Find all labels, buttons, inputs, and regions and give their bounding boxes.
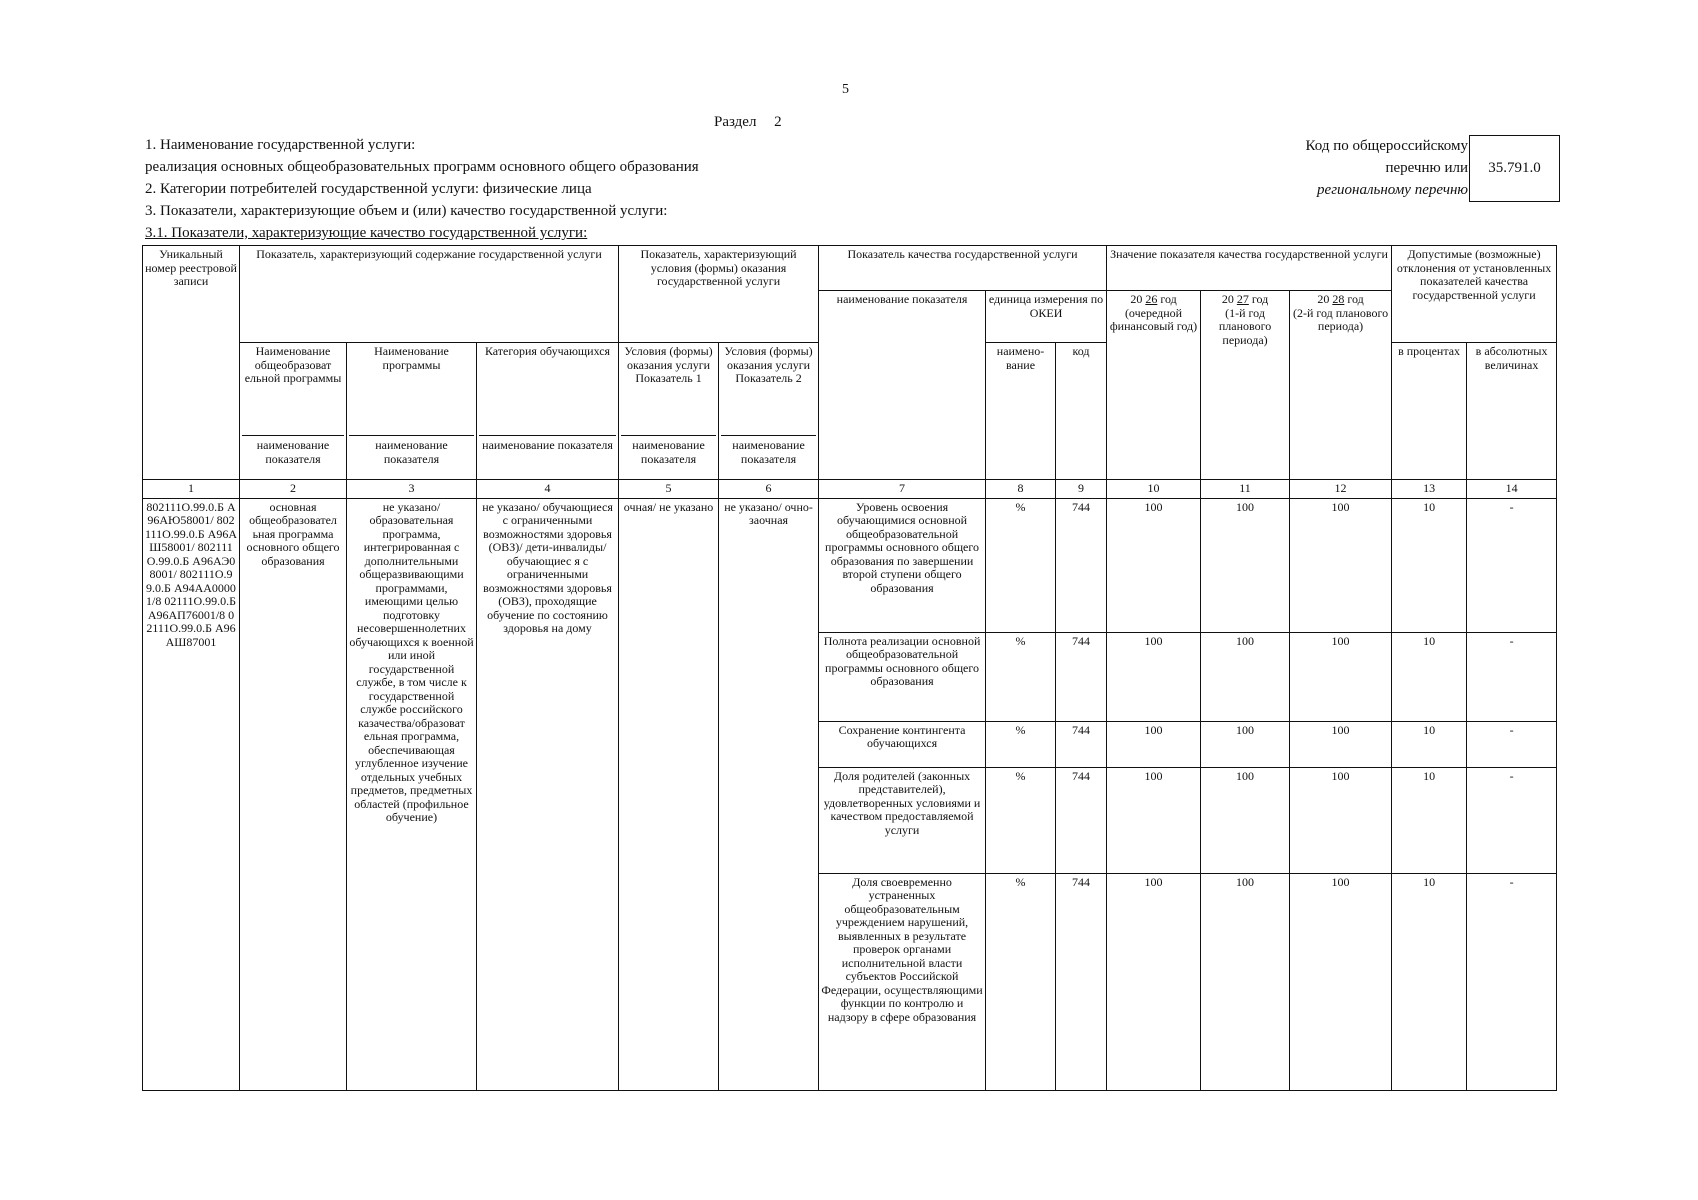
value-year-1: 100: [1107, 632, 1201, 721]
indicator-name: Доля своевременно устраненных общеобразовательным учреждением нарушений, выявленных в результате проверок органами исполнительной власти субъектов Российской Федерации, осуществляющими функции по контролю и надзору в сфере образования: [819, 873, 986, 1090]
header-unit: единица измерения по ОКЕИ: [986, 291, 1107, 343]
registry-code-label: [1306, 135, 1468, 201]
col-number: 9: [1056, 480, 1107, 499]
record-program-name: не указано/ образовательная программа, интегрированная с дополнительными общеразвивающими программами, имеющими целью подготовку несовершеннолетних обучающихся к военной или иной государственной службе, в том числе к государственной службе российского казачества/образоват ельная программа, обеспечивающая углубленное изучение отдельных учебных предметов, предметных областей (профильное обучение): [347, 498, 477, 1090]
deviation-percent: 10: [1392, 767, 1467, 873]
value-year-2: 100: [1201, 721, 1290, 767]
value-year-3: 100: [1290, 873, 1392, 1090]
col-number: 4: [477, 480, 619, 499]
value-year-1: 100: [1107, 767, 1201, 873]
year2-prefix: 20: [1221, 292, 1234, 306]
consumer-category: 2. Категории потребителей государственной услуги: физические лица: [145, 181, 592, 197]
header-sub-program-name: [347, 343, 477, 480]
value-year-3: 100: [1290, 767, 1392, 873]
indicator-code: 744: [1056, 632, 1107, 721]
service-name-value: реализация основных общеобразовательных программ основного общего образования: [145, 159, 699, 175]
sub-program-indicator: наименование показателя: [242, 435, 344, 466]
year3-prefix: 20: [1317, 292, 1330, 306]
sub-cond2-title: Условия (формы) оказания услуги Показатель 2: [724, 344, 813, 385]
code-label-line-3: региональному перечню: [1317, 182, 1468, 198]
header-sub-cond1: [619, 343, 719, 480]
indicators-heading: 3. Показатели, характеризующие объем и (или) качество государственной услуги:: [145, 203, 668, 219]
record-cond1: очная/ не указано: [619, 498, 719, 1090]
indicator-code: 744: [1056, 767, 1107, 873]
header-sub-program: [240, 343, 347, 480]
header-unit-name: наимено-вание: [986, 343, 1056, 480]
deviation-absolute: -: [1467, 632, 1557, 721]
header-year-3: [1290, 291, 1392, 480]
deviation-absolute: -: [1467, 721, 1557, 767]
col-number: 11: [1201, 480, 1290, 499]
year1-prefix: 20: [1130, 292, 1143, 306]
sub-program-name-indicator: наименование показателя: [349, 435, 474, 466]
quality-indicators-heading: 3.1. Показатели, характеризующие качество государственной услуги:: [145, 225, 588, 241]
header-year-1: [1107, 291, 1201, 480]
col-number: 1: [143, 480, 240, 499]
year3-note: (2-й год планового периода): [1292, 305, 1389, 333]
col-number: 3: [347, 480, 477, 499]
header-year-2: [1201, 291, 1290, 480]
col-number: 8: [986, 480, 1056, 499]
sub-cond1-indicator: наименование показателя: [621, 435, 716, 466]
record-cond2: не указано/ очно-заочная: [719, 498, 819, 1090]
header-in-percent: в процентах: [1392, 343, 1467, 480]
deviation-absolute: -: [1467, 767, 1557, 873]
header-quality-indicator: Показатель качества государственной услуги: [819, 246, 1107, 291]
header-sub-category: [477, 343, 619, 480]
header-deviations: Допустимые (возможные) отклонения от установленных показателей качества государственной услуги: [1392, 246, 1557, 343]
value-year-2: 100: [1201, 632, 1290, 721]
year2-word: год: [1251, 292, 1269, 306]
col-number: 10: [1107, 480, 1201, 499]
code-label-line-1: Код по общероссийскому: [1305, 138, 1468, 154]
header-unit-code: код: [1056, 343, 1107, 480]
page-number: 5: [842, 82, 849, 97]
record-category: не указано/ обучающиеся с ограниченными возможностями здоровья (ОВЗ)/ дети-инвалиды/обучающиес я с ограниченными возможностями здоровья (ОВЗ), проходящие обучение по состоянию здоровья на дому: [477, 498, 619, 1090]
year1-word: год: [1160, 292, 1177, 306]
col-number: 12: [1290, 480, 1392, 499]
year3-number: 28: [1332, 292, 1345, 306]
deviation-percent: 10: [1392, 632, 1467, 721]
indicator-unit: %: [986, 632, 1056, 721]
col-number: 14: [1467, 480, 1557, 499]
indicator-code: 744: [1056, 873, 1107, 1090]
value-year-2: 100: [1201, 873, 1290, 1090]
section-heading: Раздел 2: [714, 114, 782, 130]
year3-word: год: [1347, 292, 1364, 306]
header-indicator-name: наименование показателя: [819, 291, 986, 480]
indicator-name: Полнота реализации основной общеобразовательной программы основного общего образования: [819, 632, 986, 721]
value-year-1: 100: [1107, 721, 1201, 767]
registry-code-box: [1469, 135, 1560, 202]
col-number: 2: [240, 480, 347, 499]
sub-category-title: Категория обучающихся: [484, 344, 611, 358]
deviation-absolute: -: [1467, 873, 1557, 1090]
code-label-line-2: перечню или: [1385, 160, 1468, 176]
indicator-name: Доля родителей (законных представителей), удовлетворенных условиями и качеством предоставляемой услуги: [819, 767, 986, 873]
header-content-indicator: Показатель, характеризующий содержание государственной услуги: [240, 246, 619, 291]
value-year-3: 100: [1290, 721, 1392, 767]
indicator-unit: %: [986, 767, 1056, 873]
header-conditions-spacer: [619, 291, 819, 343]
header-sub-cond2: [719, 343, 819, 480]
column-numbers-row: [143, 480, 1557, 499]
value-year-2: 100: [1201, 498, 1290, 632]
indicator-unit: %: [986, 721, 1056, 767]
header-unique-number: Уникальный номер реестровой записи: [143, 246, 240, 480]
col-number: 5: [619, 480, 719, 499]
year1-number: 26: [1145, 292, 1158, 306]
sub-cond2-indicator: наименование показателя: [721, 435, 816, 466]
deviation-absolute: -: [1467, 498, 1557, 632]
value-year-3: 100: [1290, 632, 1392, 721]
quality-indicators-table: [142, 245, 1557, 1091]
col-number: 7: [819, 480, 986, 499]
col-number: 13: [1392, 480, 1467, 499]
record-program: основная общеобразовател ьная программа основного общего образования: [240, 498, 347, 1090]
deviation-percent: 10: [1392, 873, 1467, 1090]
header-in-absolute: в абсолютных величинах: [1467, 343, 1557, 480]
deviation-percent: 10: [1392, 721, 1467, 767]
indicator-name: Уровень освоения обучающимися основной общеобразовательной программы основного общего образования по завершении второй ступени общего образования: [819, 498, 986, 632]
year2-note: (1-й год планового периода): [1218, 305, 1272, 347]
sub-program-title: Наименование общеобразоват ельной программы: [244, 344, 342, 385]
value-year-3: 100: [1290, 498, 1392, 632]
value-year-1: 100: [1107, 498, 1201, 632]
indicator-code: 744: [1056, 721, 1107, 767]
table-row: [143, 498, 1557, 632]
value-year-1: 100: [1107, 873, 1201, 1090]
indicator-unit: %: [986, 498, 1056, 632]
col-number: 6: [719, 480, 819, 499]
year1-note: (очередной финансовый год): [1109, 305, 1198, 333]
header-content-spacer: [240, 291, 619, 343]
header-quality-value: Значение показателя качества государственной услуги: [1107, 246, 1392, 291]
record-unique-numbers: 802111О.99.0.Б А96АЮ58001/ 802111О.99.0.Б А96АШ58001/ 802111О.99.0.Б А96АЭ08001/ 802111О.99.0.Б А94АА00001/8 02111О.99.0.Б А96АП76001/8 02111О.99.0.Б А96АШ87001: [143, 498, 240, 1090]
sub-program-name-title: Наименование программы: [374, 344, 449, 372]
service-name-label: 1. Наименование государственной услуги:: [145, 137, 416, 153]
sub-cond1-title: Условия (формы) оказания услуги Показатель 1: [624, 344, 713, 385]
value-year-2: 100: [1201, 767, 1290, 873]
indicator-unit: %: [986, 873, 1056, 1090]
sub-category-indicator: наименование показателя: [479, 435, 616, 453]
deviation-percent: 10: [1392, 498, 1467, 632]
indicator-name: Сохранение контингента обучающихся: [819, 721, 986, 767]
year2-number: 27: [1236, 292, 1249, 306]
registry-code-value: 35.791.0: [1488, 160, 1541, 176]
header-conditions-indicator: Показатель, характеризующий условия (формы) оказания государственной услуги: [619, 246, 819, 291]
indicator-code: 744: [1056, 498, 1107, 632]
